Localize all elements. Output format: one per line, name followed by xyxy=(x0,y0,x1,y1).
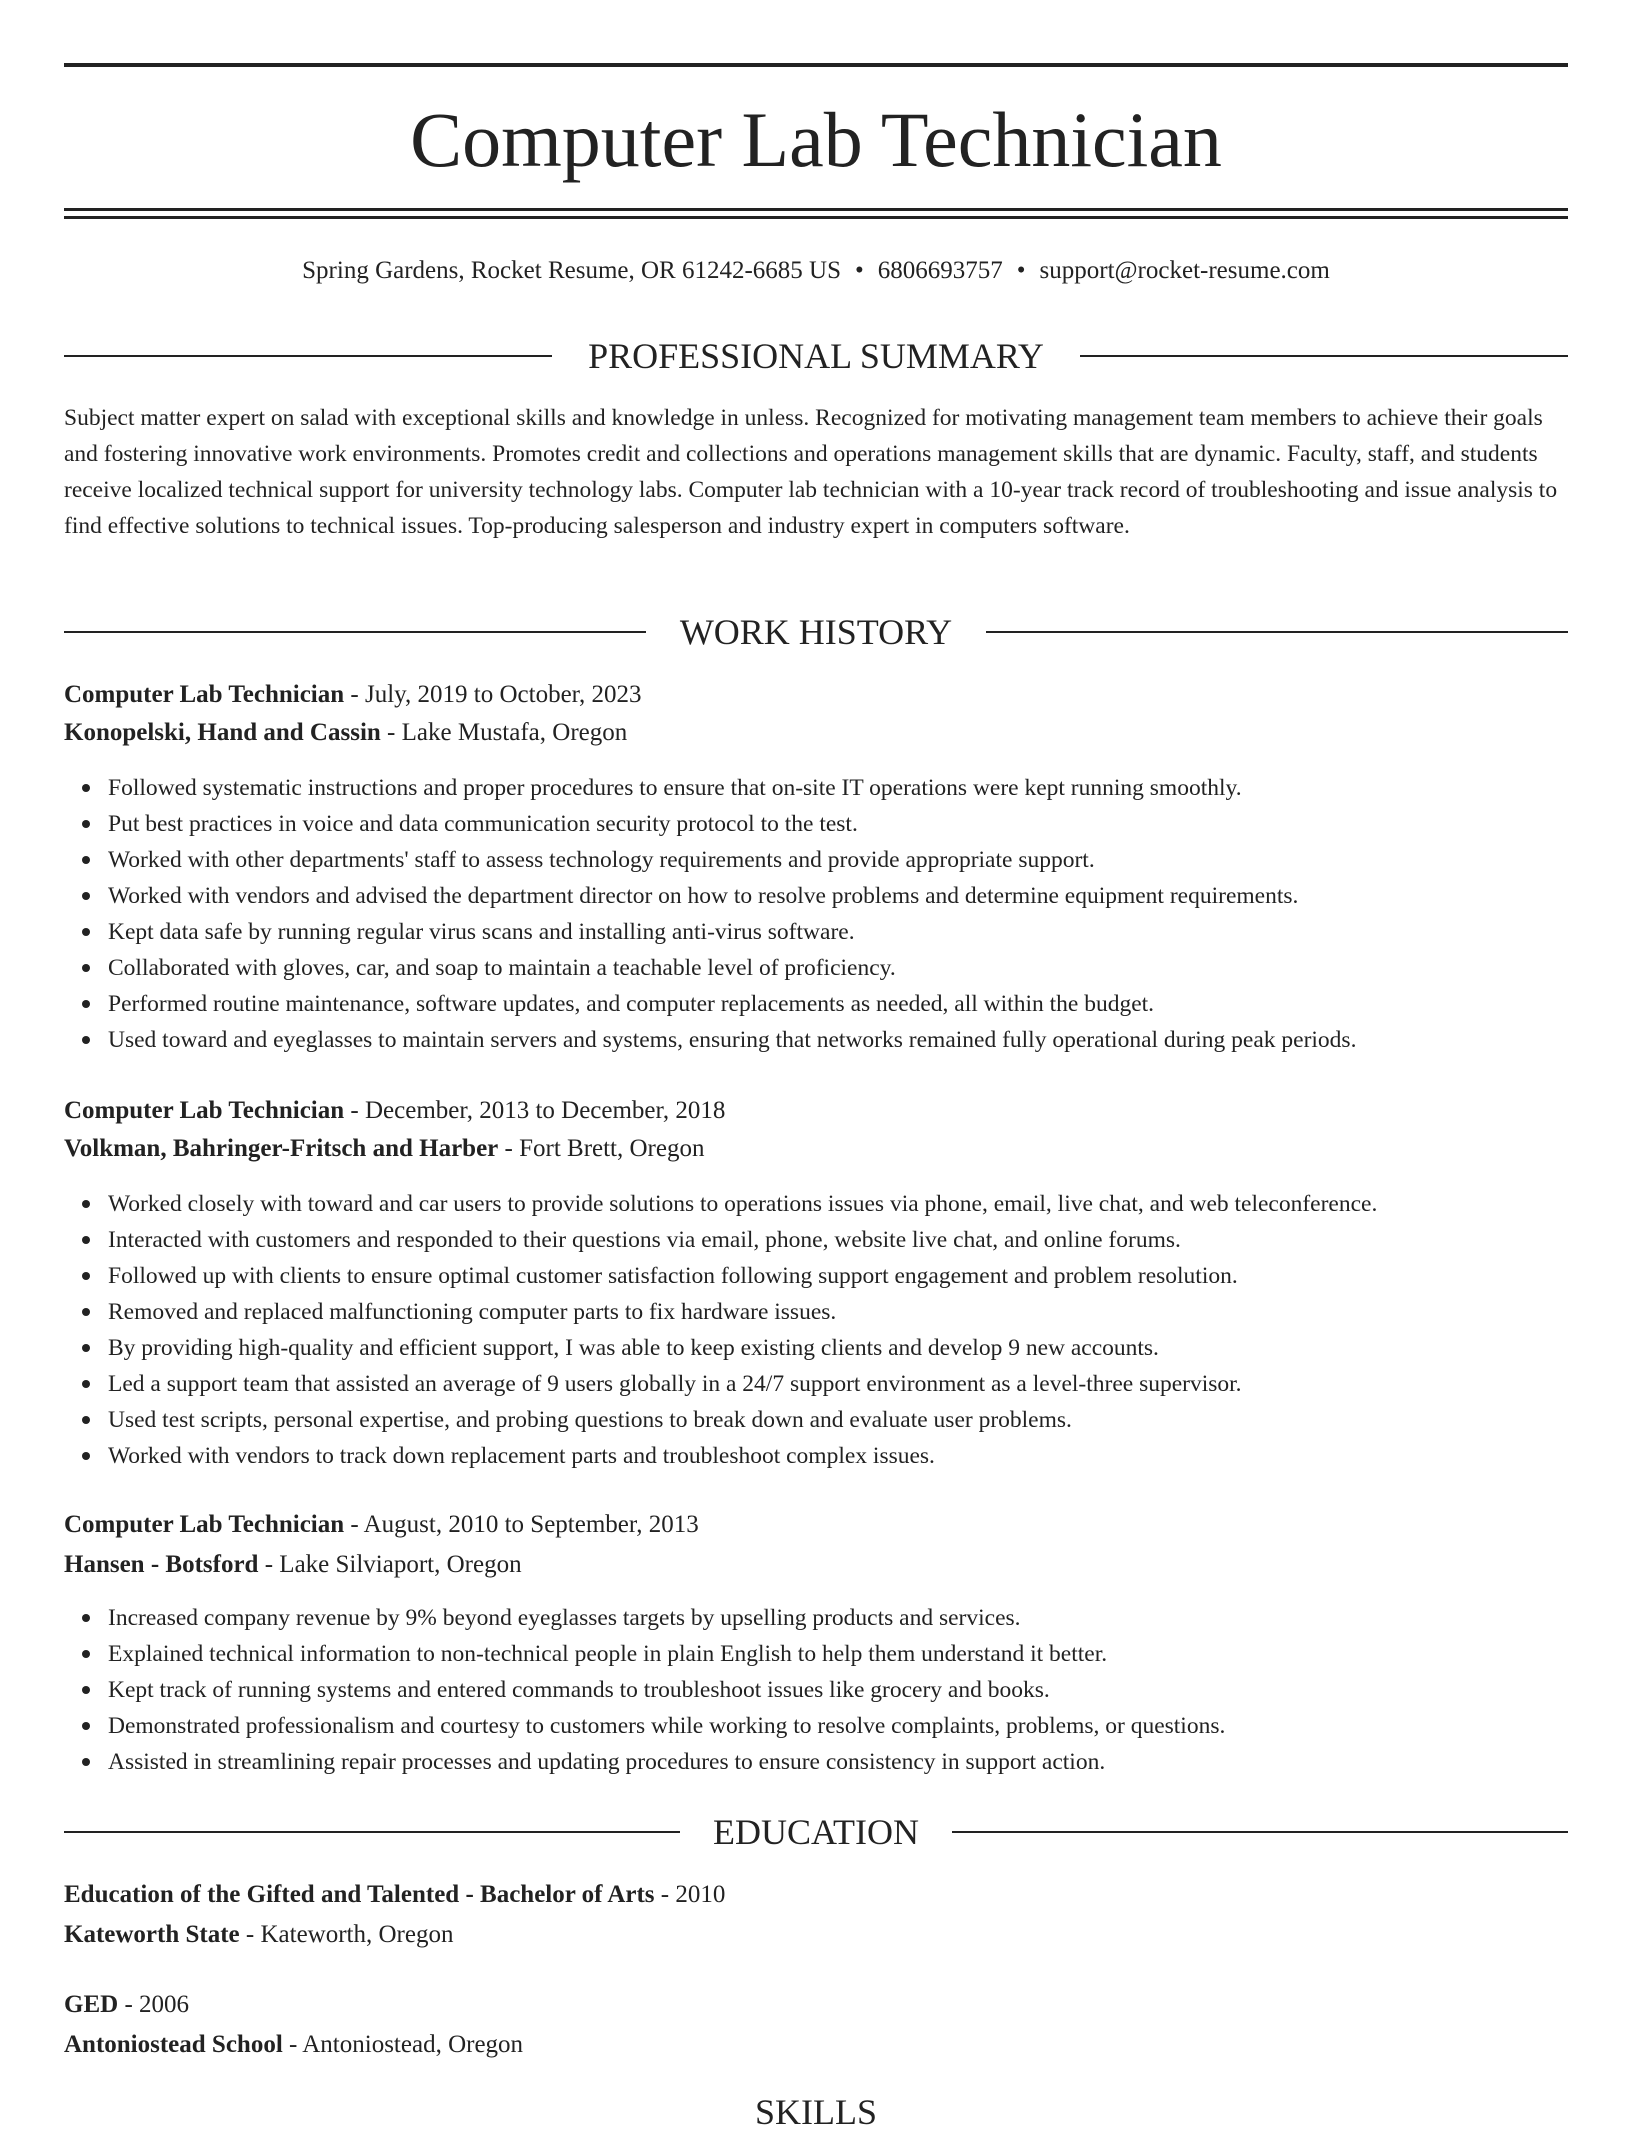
list-item: Led a support team that assisted an average of 9 users globally in a 24/7 support environment as a level-three supervisor. xyxy=(108,1366,1612,1402)
contact-address: Spring Gardens, Rocket Resume, OR 61242-6685 US xyxy=(302,257,841,284)
name-rule-upper xyxy=(64,208,1568,211)
education-degree-line: GED - 2006 xyxy=(64,1991,190,2018)
job-company: Konopelski, Hand and Cassin xyxy=(64,719,381,746)
education-degree: GED xyxy=(64,1991,119,2018)
list-item: Followed up with clients to ensure optimal customer satisfaction following support engagement and problem resolution. xyxy=(108,1258,1612,1294)
heading-rule-right xyxy=(1080,355,1568,357)
contact-separator: • xyxy=(1016,257,1026,284)
education-year: 2010 xyxy=(675,1881,726,1908)
list-item: Worked with other departments' staff to assess technology requirements and provide appropriate support. xyxy=(108,842,1612,878)
list-item: Explained technical information to non-technical people in plain English to help them understand it better. xyxy=(108,1636,1612,1672)
job-company-line: Hansen - Botsford - Lake Silviaport, Oregon xyxy=(64,1551,522,1578)
job-location: Lake Mustafa, Oregon xyxy=(401,719,628,746)
list-item: Increased company revenue by 9% beyond eyeglasses targets by upselling products and services. xyxy=(108,1600,1612,1636)
list-item: Followed systematic instructions and proper procedures to ensure that on-site IT operations were kept running smoothly. xyxy=(108,770,1612,806)
contact-separator: • xyxy=(855,257,864,284)
list-item: Worked with vendors to track down replacement parts and troubleshoot complex issues. xyxy=(108,1438,1612,1474)
list-item: Assisted in streamlining repair processes and updating procedures to ensure consistency in support action. xyxy=(108,1744,1612,1780)
list-item: Worked with vendors and advised the department director on how to resolve problems and determine equipment requirements. xyxy=(108,878,1612,914)
education-degree: Education of the Gifted and Talented - Bachelor of Arts xyxy=(64,1881,655,1908)
job-location: Lake Silviaport, Oregon xyxy=(279,1551,522,1578)
job-title: Computer Lab Technician xyxy=(64,1511,345,1538)
education-school-line: Kateworth State - Kateworth, Oregon xyxy=(64,1921,454,1948)
list-item: Used test scripts, personal expertise, and probing questions to break down and evaluate user problems. xyxy=(108,1402,1612,1438)
section-heading-work xyxy=(64,610,1568,654)
heading-rule-right xyxy=(986,631,1568,633)
job-dates: December, 2013 to December, 2018 xyxy=(364,1097,726,1124)
section-heading-skills xyxy=(64,2090,1568,2134)
list-item: Collaborated with gloves, car, and soap to maintain a teachable level of proficiency. xyxy=(108,950,1612,986)
job-title: Computer Lab Technician xyxy=(64,1097,345,1124)
education-school: Kateworth State xyxy=(64,1921,240,1948)
job-location: Fort Brett, Oregon xyxy=(519,1135,705,1162)
job-title-line: Computer Lab Technician - July, 2019 to October, 2023 xyxy=(64,681,642,708)
summary-text: Subject matter expert on salad with exceptional skills and knowledge in unless. Recognized for motivating management team members to achieve their goals and fostering innovative work environments. Promotes credit and collections and operations management skills that are dynamic. Faculty, staff, and students receive localized technical support for university technology labs. Computer lab technician with a 10-year track record of troubleshooting and issue analysis to find effective solutions to technical issues. Top-producing salesperson and industry expert in computers software. xyxy=(64,405,1558,539)
list-item: Used toward and eyeglasses to maintain servers and systems, ensuring that networks remained fully operational during peak periods. xyxy=(108,1022,1612,1058)
list-item: Performed routine maintenance, software updates, and computer replacements as needed, all within the budget. xyxy=(108,986,1612,1022)
job-company: Volkman, Bahringer-Fritsch and Harber xyxy=(64,1135,499,1162)
contact-line xyxy=(64,255,1568,287)
job-title-line: Computer Lab Technician - August, 2010 to September, 2013 xyxy=(64,1511,699,1538)
list-item: Kept track of running systems and entered commands to troubleshoot issues like grocery and books. xyxy=(108,1672,1612,1708)
job-bullets xyxy=(64,1600,1612,1780)
job-bullets xyxy=(64,1186,1612,1474)
job-dates: July, 2019 to October, 2023 xyxy=(364,681,642,708)
job-title-line: Computer Lab Technician - December, 2013 to December, 2018 xyxy=(64,1097,726,1124)
education-year: 2006 xyxy=(139,1991,190,2018)
top-rule xyxy=(64,63,1568,67)
education-degree-line: Education of the Gifted and Talented - Bachelor of Arts - 2010 xyxy=(64,1881,726,1908)
list-item: Worked closely with toward and car users to provide solutions to operations issues via phone, email, live chat, and web teleconference. xyxy=(108,1186,1612,1222)
list-item: Removed and replaced malfunctioning computer parts to fix hardware issues. xyxy=(108,1294,1612,1330)
job-dates: August, 2010 to September, 2013 xyxy=(363,1511,699,1538)
education-location: Kateworth, Oregon xyxy=(260,1921,454,1948)
list-item: Interacted with customers and responded to their questions via email, phone, website live chat, and online forums. xyxy=(108,1222,1612,1258)
contact-phone: 6806693757 xyxy=(877,257,1003,284)
job-title: Computer Lab Technician xyxy=(64,681,345,708)
job-company-line: Konopelski, Hand and Cassin - Lake Mustafa, Oregon xyxy=(64,719,628,746)
job-company-line: Volkman, Bahringer-Fritsch and Harber - Fort Brett, Oregon xyxy=(64,1135,705,1162)
resume-name: Computer Lab Technician xyxy=(410,96,1222,183)
section-title: PROFESSIONAL SUMMARY xyxy=(588,336,1044,376)
name-rule-lower xyxy=(64,216,1568,219)
contact-email: support@rocket-resume.com xyxy=(1039,257,1330,284)
job-company: Hansen - Botsford xyxy=(64,1551,259,1578)
education-location: Antoniostead, Oregon xyxy=(302,2031,524,2058)
list-item: Put best practices in voice and data communication security protocol to the test. xyxy=(108,806,1612,842)
list-item: Kept data safe by running regular virus scans and installing anti-virus software. xyxy=(108,914,1612,950)
section-title: EDUCATION xyxy=(713,1812,919,1852)
section-heading-education xyxy=(64,1810,1568,1854)
heading-rule-right xyxy=(952,1831,1568,1833)
education-school: Antoniostead School xyxy=(64,2031,283,2058)
list-item: Demonstrated professionalism and courtesy to customers while working to resolve complaints, problems, or questions. xyxy=(108,1708,1612,1744)
list-item: By providing high-quality and efficient support, I was able to keep existing clients and develop 9 new accounts. xyxy=(108,1330,1612,1366)
education-school-line: Antoniostead School - Antoniostead, Oregon xyxy=(64,2031,524,2058)
job-bullets xyxy=(64,770,1612,1058)
section-title: WORK HISTORY xyxy=(679,612,953,652)
section-heading-summary xyxy=(64,334,1568,378)
section-title: SKILLS xyxy=(754,2092,877,2132)
